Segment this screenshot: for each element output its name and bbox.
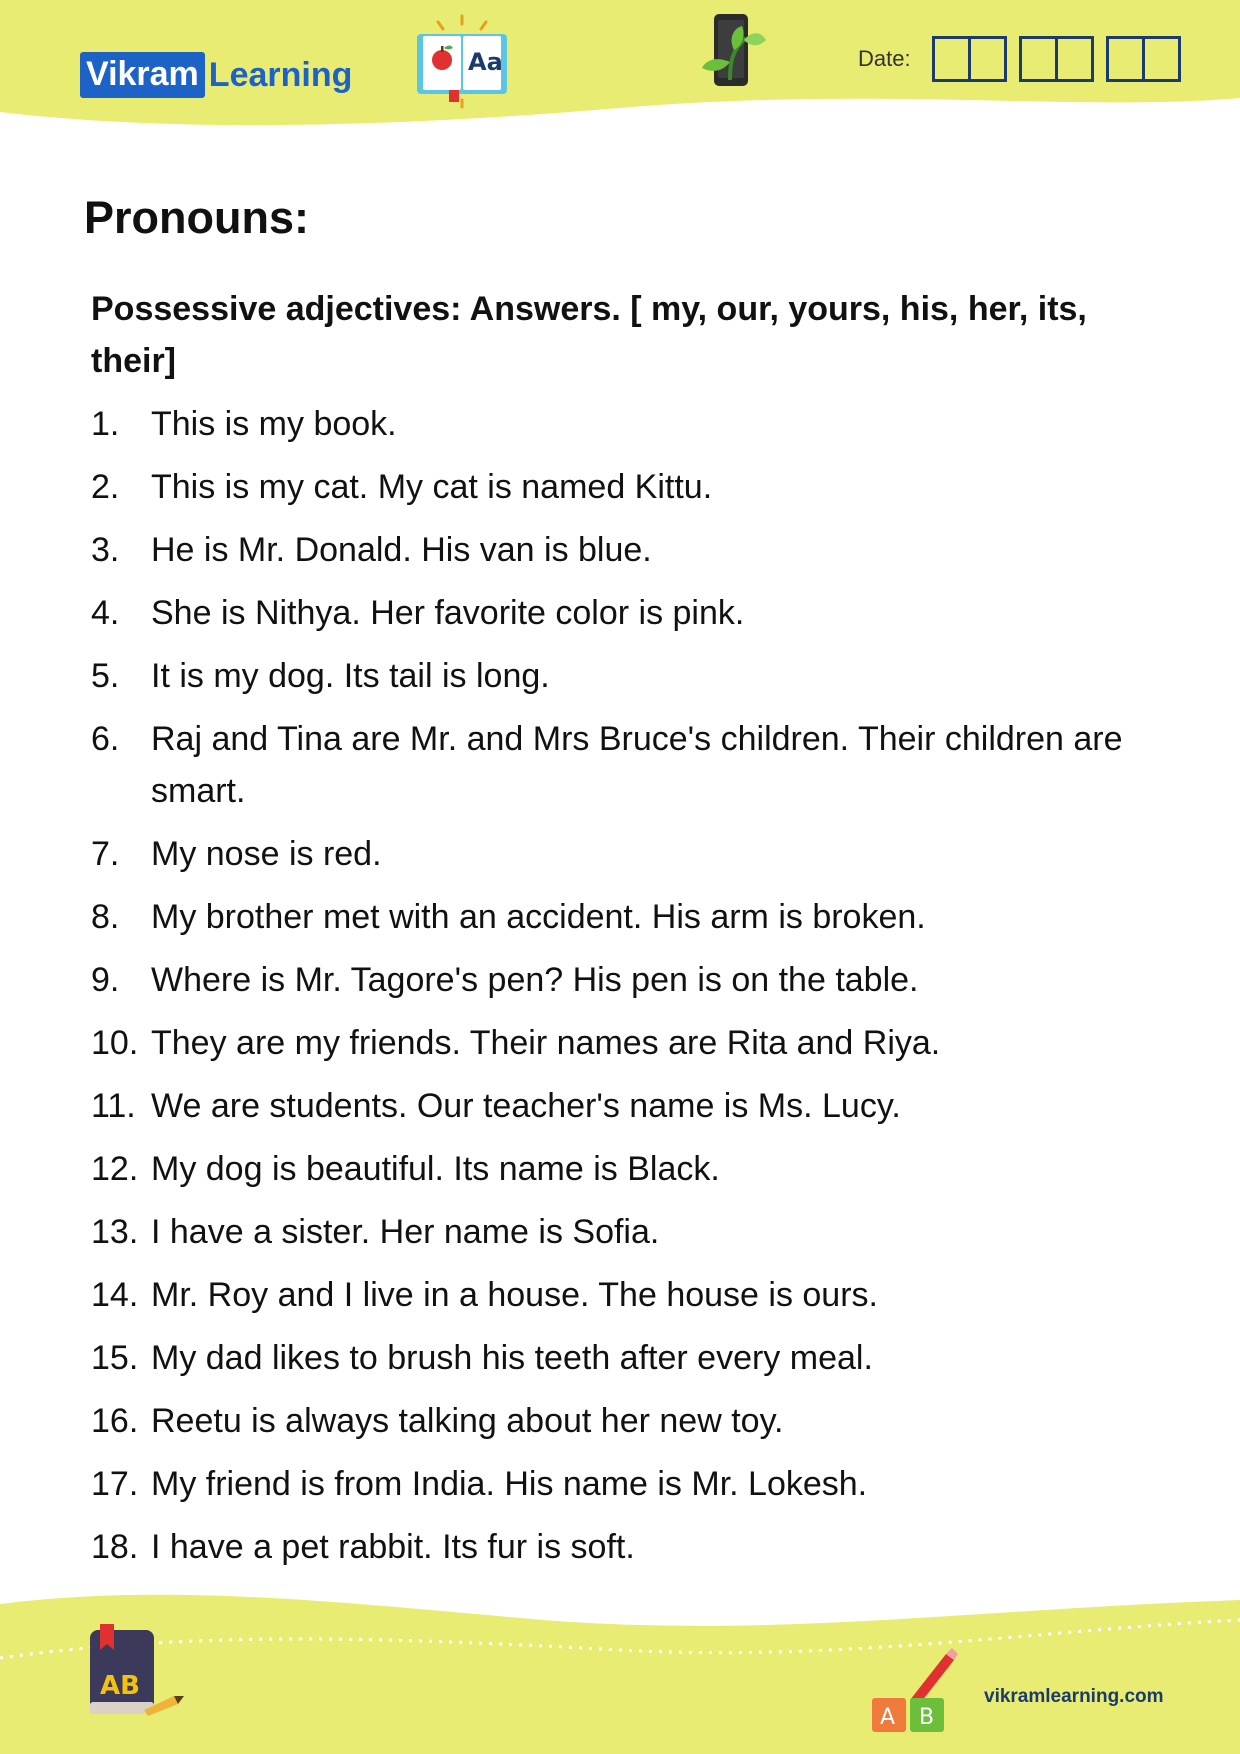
website-link[interactable]: vikramlearning.com <box>984 1686 1164 1707</box>
date-year-box[interactable] <box>1106 36 1181 82</box>
answer-item <box>91 1395 1151 1447</box>
answers-list <box>91 398 1151 1584</box>
answer-number: 5. <box>91 657 120 695</box>
answer-text: We are students. Our teacher's name is Ms. Lucy. <box>151 1087 901 1125</box>
book-icon <box>412 14 512 109</box>
answer-item <box>91 954 1151 1006</box>
answer-number: 18. <box>91 1528 139 1566</box>
answer-number: 3. <box>91 531 120 569</box>
answer-item <box>91 1332 1151 1384</box>
answer-item <box>91 524 1151 576</box>
date-boxes <box>932 36 1181 82</box>
svg-text:A: A <box>880 1705 896 1730</box>
answer-number: 10. <box>91 1024 139 1062</box>
answer-text: Raj and Tina are Mr. and Mrs Bruce's children. Their children are smart. <box>151 720 1123 810</box>
logo-learning: Learning <box>208 55 353 94</box>
answer-number: 8. <box>91 898 120 936</box>
answer-text: They are my friends. Their names are Rita and Riya. <box>151 1024 941 1062</box>
answer-text: Reetu is always talking about her new toy. <box>151 1402 784 1440</box>
answer-item <box>91 1269 1151 1321</box>
date-day-box[interactable] <box>932 36 1007 82</box>
answer-item <box>91 650 1151 702</box>
vikram-learning-logo <box>80 52 352 98</box>
date-cell <box>935 39 968 79</box>
answer-text: My nose is red. <box>151 835 382 873</box>
section-heading: Possessive adjectives: Answers. [ my, our, yours, his, her, its, their] <box>91 290 1087 380</box>
answer-text: My dad likes to brush his teeth after every meal. <box>151 1339 873 1377</box>
answer-text: Where is Mr. Tagore's pen? His pen is on the table. <box>151 961 919 999</box>
answer-number: 4. <box>91 594 120 632</box>
answer-text: My friend is from India. His name is Mr. Lokesh. <box>151 1465 868 1503</box>
phone-plant-icon <box>700 10 770 90</box>
answer-number: 11. <box>91 1087 136 1125</box>
svg-text:B: B <box>919 1705 935 1730</box>
answer-text: She is Nithya. Her favorite color is pink. <box>151 594 745 632</box>
answer-number: 1. <box>91 405 120 443</box>
date-label: Date: <box>858 46 911 71</box>
answer-number: 13. <box>91 1213 139 1251</box>
logo-vikram: Vikram <box>80 52 205 98</box>
answer-item <box>91 1143 1151 1195</box>
answer-item <box>91 891 1151 943</box>
answer-number: 16. <box>91 1402 139 1440</box>
ab-book-icon <box>82 1622 187 1722</box>
svg-text:AB: AB <box>100 1671 140 1701</box>
date-cell <box>1142 39 1178 79</box>
date-cell <box>1109 39 1142 79</box>
date-cell <box>1022 39 1055 79</box>
date-cell <box>1055 39 1091 79</box>
answer-text: My dog is beautiful. Its name is Black. <box>151 1150 720 1188</box>
answer-item <box>91 587 1151 639</box>
answer-item <box>91 1206 1151 1258</box>
answer-number: 2. <box>91 468 120 506</box>
answer-text: This is my book. <box>151 405 397 443</box>
answer-number: 7. <box>91 835 120 873</box>
answer-number: 15. <box>91 1339 139 1377</box>
answer-number: 17. <box>91 1465 139 1503</box>
answer-number: 12. <box>91 1150 139 1188</box>
answer-item <box>91 1080 1151 1132</box>
date-cell <box>968 39 1004 79</box>
answer-item <box>91 398 1151 450</box>
ab-blocks-pencil-icon <box>870 1648 960 1734</box>
svg-text:Aa: Aa <box>468 48 503 76</box>
answer-item <box>91 461 1151 513</box>
answer-text: Mr. Roy and I live in a house. The house is ours. <box>151 1276 878 1314</box>
answer-item <box>91 713 1151 817</box>
answer-item <box>91 1521 1151 1573</box>
answer-text: It is my dog. Its tail is long. <box>151 657 550 695</box>
answer-text: My brother met with an accident. His arm is broken. <box>151 898 926 936</box>
answer-number: 6. <box>91 720 120 758</box>
answer-text: I have a pet rabbit. Its fur is soft. <box>151 1528 635 1566</box>
answer-text: I have a sister. Her name is Sofia. <box>151 1213 660 1251</box>
answer-item <box>91 1017 1151 1069</box>
answer-text: He is Mr. Donald. His van is blue. <box>151 531 652 569</box>
answer-number: 9. <box>91 961 120 999</box>
answer-text: This is my cat. My cat is named Kittu. <box>151 468 713 506</box>
date-month-box[interactable] <box>1019 36 1094 82</box>
answer-number: 14. <box>91 1276 139 1314</box>
answer-item <box>91 828 1151 880</box>
page-title: Pronouns: <box>84 192 309 243</box>
answer-item <box>91 1458 1151 1510</box>
